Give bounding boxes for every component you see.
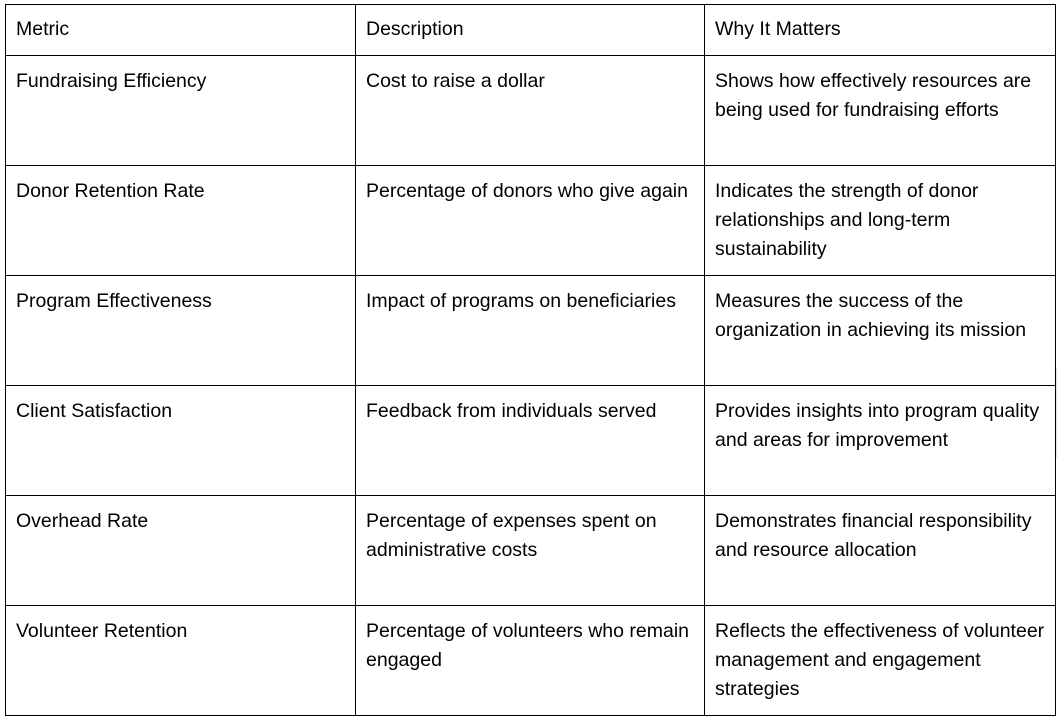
table-row [6,56,1056,166]
metric-cell: Volunteer Retention [6,606,356,716]
description-cell: Impact of programs on beneficiaries [356,276,705,386]
metric-cell: Donor Retention Rate [6,166,356,276]
table-header-row [6,5,1056,56]
why-cell: Provides insights into program quality and areas for improvement [705,386,1056,496]
description-cell: Percentage of expenses spent on administrative costs [356,496,705,606]
metrics-table [5,4,1056,716]
why-cell: Demonstrates financial responsibility and resource allocation [705,496,1056,606]
header-why-it-matters: Why It Matters [705,5,1056,56]
header-metric: Metric [6,5,356,56]
why-cell: Indicates the strength of donor relationships and long-term sustainability [705,166,1056,276]
header-description: Description [356,5,705,56]
description-cell: Percentage of donors who give again [356,166,705,276]
table-row [6,276,1056,386]
why-cell: Reflects the effectiveness of volunteer management and engagement strategies [705,606,1056,716]
metric-cell: Program Effectiveness [6,276,356,386]
table-row [6,606,1056,716]
description-cell: Percentage of volunteers who remain engaged [356,606,705,716]
table-row [6,166,1056,276]
metric-cell: Fundraising Efficiency [6,56,356,166]
why-cell: Shows how effectively resources are being used for fundraising efforts [705,56,1056,166]
metric-cell: Client Satisfaction [6,386,356,496]
description-cell: Feedback from individuals served [356,386,705,496]
why-cell: Measures the success of the organization in achieving its mission [705,276,1056,386]
table-row [6,496,1056,606]
table-row [6,386,1056,496]
description-cell: Cost to raise a dollar [356,56,705,166]
metric-cell: Overhead Rate [6,496,356,606]
